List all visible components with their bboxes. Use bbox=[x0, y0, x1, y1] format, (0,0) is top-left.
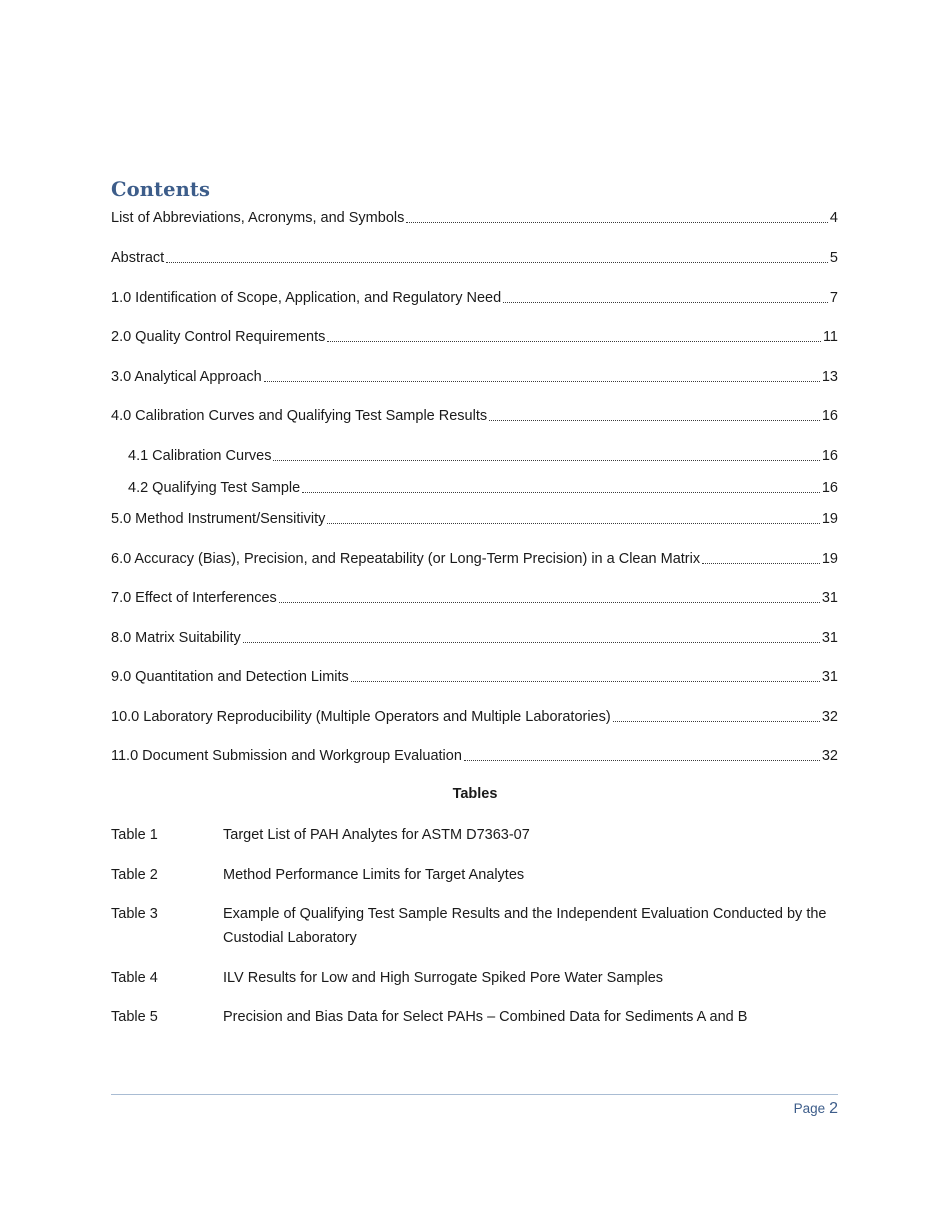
toc-dot-leader bbox=[327, 341, 821, 342]
toc-dot-leader bbox=[273, 460, 819, 461]
table-list-item bbox=[111, 966, 838, 990]
tables-heading: Tables bbox=[452, 786, 498, 802]
toc-entry-page: 32 bbox=[821, 709, 838, 725]
toc-entry-page: 31 bbox=[821, 590, 838, 606]
toc-entry[interactable] bbox=[111, 247, 838, 267]
table-caption: ILV Results for Low and High Surrogate Spiked Pore Water Samples bbox=[223, 970, 664, 986]
contents-heading: Contents bbox=[111, 178, 211, 201]
toc-entry-page: 13 bbox=[821, 369, 838, 385]
toc-entry[interactable] bbox=[111, 508, 838, 528]
toc-entry-title: 4.2 Qualifying Test Sample bbox=[128, 480, 301, 496]
toc-entry[interactable] bbox=[111, 587, 838, 607]
toc-dot-leader bbox=[702, 563, 820, 564]
table-caption: Target List of PAH Analytes for ASTM D7363-07 bbox=[223, 827, 530, 843]
toc-entry-page: 19 bbox=[821, 511, 838, 527]
page-number-value: 2 bbox=[829, 1100, 838, 1117]
table-list-item bbox=[111, 1005, 838, 1029]
toc-entry-title: Abstract bbox=[111, 250, 165, 266]
table-label: Table 1 bbox=[111, 827, 158, 843]
table-list-item bbox=[111, 863, 838, 887]
toc-entry-title: List of Abbreviations, Acronyms, and Symbols bbox=[111, 210, 405, 226]
footer-rule bbox=[111, 1094, 838, 1095]
toc-entry-page: 16 bbox=[821, 408, 838, 424]
toc-entry-title: 11.0 Document Submission and Workgroup Evaluation bbox=[111, 748, 462, 764]
toc-entry[interactable] bbox=[111, 548, 838, 568]
toc-dot-leader bbox=[302, 492, 820, 493]
toc-dot-leader bbox=[613, 721, 820, 722]
toc-entry[interactable] bbox=[111, 366, 838, 386]
toc-entry-title: 6.0 Accuracy (Bias), Precision, and Repeatability (or Long-Term Precision) in a Clean Matrix bbox=[111, 551, 701, 567]
toc-entry-page: 16 bbox=[821, 448, 838, 464]
toc-entry[interactable] bbox=[111, 405, 838, 425]
table-caption: Precision and Bias Data for Select PAHs – Combined Data for Sediments A and B bbox=[223, 1009, 748, 1025]
toc-entry[interactable] bbox=[111, 745, 838, 765]
table-list-item bbox=[111, 902, 838, 950]
table-label: Table 5 bbox=[111, 1009, 158, 1025]
toc-entry-title: 4.1 Calibration Curves bbox=[128, 448, 272, 464]
toc-entry-page: 31 bbox=[821, 630, 838, 646]
toc-entry-title: 7.0 Effect of Interferences bbox=[111, 590, 277, 606]
table-caption: Method Performance Limits for Target Analytes bbox=[223, 867, 525, 883]
table-caption: Example of Qualifying Test Sample Results and the Independent Evaluation Conducted by the Custodial Laboratory bbox=[223, 906, 827, 946]
page-number bbox=[794, 1100, 838, 1118]
toc-entry-title: 4.0 Calibration Curves and Qualifying Test Sample Results bbox=[111, 408, 488, 424]
toc-entry-title: 3.0 Analytical Approach bbox=[111, 369, 262, 385]
toc-entry[interactable] bbox=[111, 207, 838, 227]
table-label: Table 4 bbox=[111, 970, 158, 986]
table-list-item bbox=[111, 823, 838, 847]
toc-dot-leader bbox=[351, 681, 820, 682]
toc-dot-leader bbox=[489, 420, 820, 421]
toc-entry-title: 9.0 Quantitation and Detection Limits bbox=[111, 669, 349, 685]
toc-entry[interactable] bbox=[111, 706, 838, 726]
toc-entry-page: 31 bbox=[821, 669, 838, 685]
toc-entry-title: 10.0 Laboratory Reproducibility (Multiple Operators and Multiple Laboratories) bbox=[111, 709, 611, 725]
toc-entry-page: 7 bbox=[829, 290, 838, 306]
toc-dot-leader bbox=[264, 381, 820, 382]
toc-entry-title: 2.0 Quality Control Requirements bbox=[111, 329, 326, 345]
toc-entry-page: 16 bbox=[821, 480, 838, 496]
toc-dot-leader bbox=[279, 602, 820, 603]
toc-entry-title: 8.0 Matrix Suitability bbox=[111, 630, 241, 646]
page-label: Page bbox=[793, 1101, 826, 1116]
table-label: Table 3 bbox=[111, 906, 158, 922]
toc-dot-leader bbox=[464, 760, 820, 761]
toc-dot-leader bbox=[503, 302, 828, 303]
toc-entry-title: 1.0 Identification of Scope, Application, and Regulatory Need bbox=[111, 290, 502, 306]
toc-entry-page: 4 bbox=[829, 210, 838, 226]
toc-entry-page: 32 bbox=[821, 748, 838, 764]
toc-dot-leader bbox=[406, 222, 828, 223]
toc-entry[interactable] bbox=[111, 666, 838, 686]
toc-subentry[interactable] bbox=[128, 445, 838, 465]
table-label: Table 2 bbox=[111, 867, 158, 883]
toc-entry[interactable] bbox=[111, 627, 838, 647]
toc-dot-leader bbox=[327, 523, 819, 524]
toc-entry-page: 11 bbox=[822, 329, 838, 345]
toc-entry[interactable] bbox=[111, 287, 838, 307]
toc-subentry[interactable] bbox=[128, 477, 838, 497]
toc-dot-leader bbox=[166, 262, 828, 263]
toc-dot-leader bbox=[243, 642, 820, 643]
toc-entry[interactable] bbox=[111, 326, 838, 346]
toc-entry-page: 5 bbox=[829, 250, 838, 266]
toc-entry-title: 5.0 Method Instrument/Sensitivity bbox=[111, 511, 326, 527]
toc-entry-page: 19 bbox=[821, 551, 838, 567]
